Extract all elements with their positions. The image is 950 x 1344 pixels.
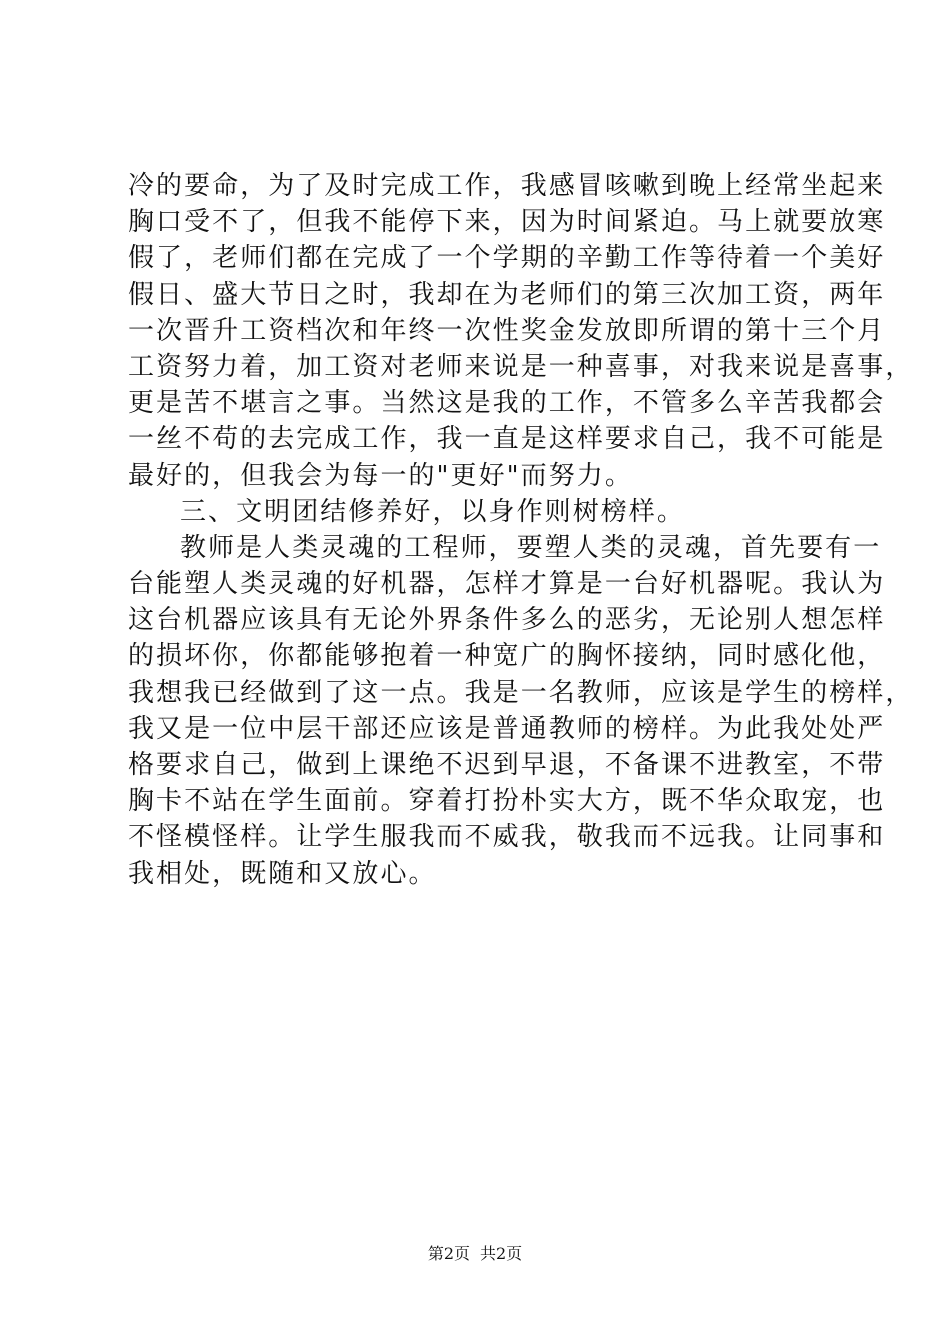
text-line: 更是苦不堪言之事。当然这是我的工作，不管多么辛苦我都会	[128, 388, 886, 419]
text-line: 我想我已经做到了这一点。我是一名教师，应该是学生的榜样，	[128, 677, 914, 708]
text-line: 假了，老师们都在完成了一个学期的辛勤工作等待着一个美好	[128, 243, 886, 274]
body-text	[128, 168, 914, 892]
text-line: 假日、盛大节日之时，我却在为老师们的第三次加工资，两年	[128, 279, 886, 310]
text-line: 的损坏你，你都能够抱着一种宽广的胸怀接纳，同时感化他，	[128, 641, 886, 672]
page-number: 第2页	[427, 1244, 470, 1263]
text-line: 我相处，既随和又放心。	[128, 858, 437, 889]
page-footer	[0, 1243, 950, 1265]
text-line: 胸口受不了，但我不能停下来，因为时间紧迫。马上就要放寒	[128, 207, 886, 238]
text-line: 一丝不苟的去完成工作，我一直是这样要求自己，我不可能是	[128, 424, 886, 455]
text-line: 一次晋升工资档次和年终一次性奖金发放即所谓的第十三个月	[128, 315, 886, 346]
text-line: 格要求自己，做到上课绝不迟到早退，不备课不进教室，不带	[128, 750, 886, 780]
text-line: 这台机器应该具有无论外界条件多么的恶劣，无论别人想怎样	[128, 605, 886, 636]
text-line: 冷的要命，为了及时完成工作，我感冒咳嗽到晚上经常坐起来	[128, 171, 886, 201]
paragraph-first-line: 教师是人类灵魂的工程师，要塑人类的灵魂，首先要有一	[180, 532, 882, 563]
text-line: 工资努力着，加工资对老师来说是一种喜事，对我来说是喜事，	[128, 351, 914, 382]
text-line: 不怪模怪样。让学生服我而不威我，敬我而不远我。让同事和	[128, 822, 886, 853]
text-line: 我又是一位中层干部还应该是普通教师的榜样。为此我处处严	[128, 713, 886, 744]
text-line: 台能塑人类灵魂的好机器，怎样才算是一台好机器呢。我认为	[128, 569, 886, 600]
section-heading: 三、文明团结修养好，以身作则树榜样。	[180, 496, 685, 527]
text-line: 胸卡不站在学生面前。穿着打扮朴实大方，既不华众取宠，也	[128, 786, 886, 817]
text-line: 最好的，但我会为每一的"更好"而努力。	[128, 460, 633, 491]
page-total: 共2页	[480, 1244, 523, 1263]
